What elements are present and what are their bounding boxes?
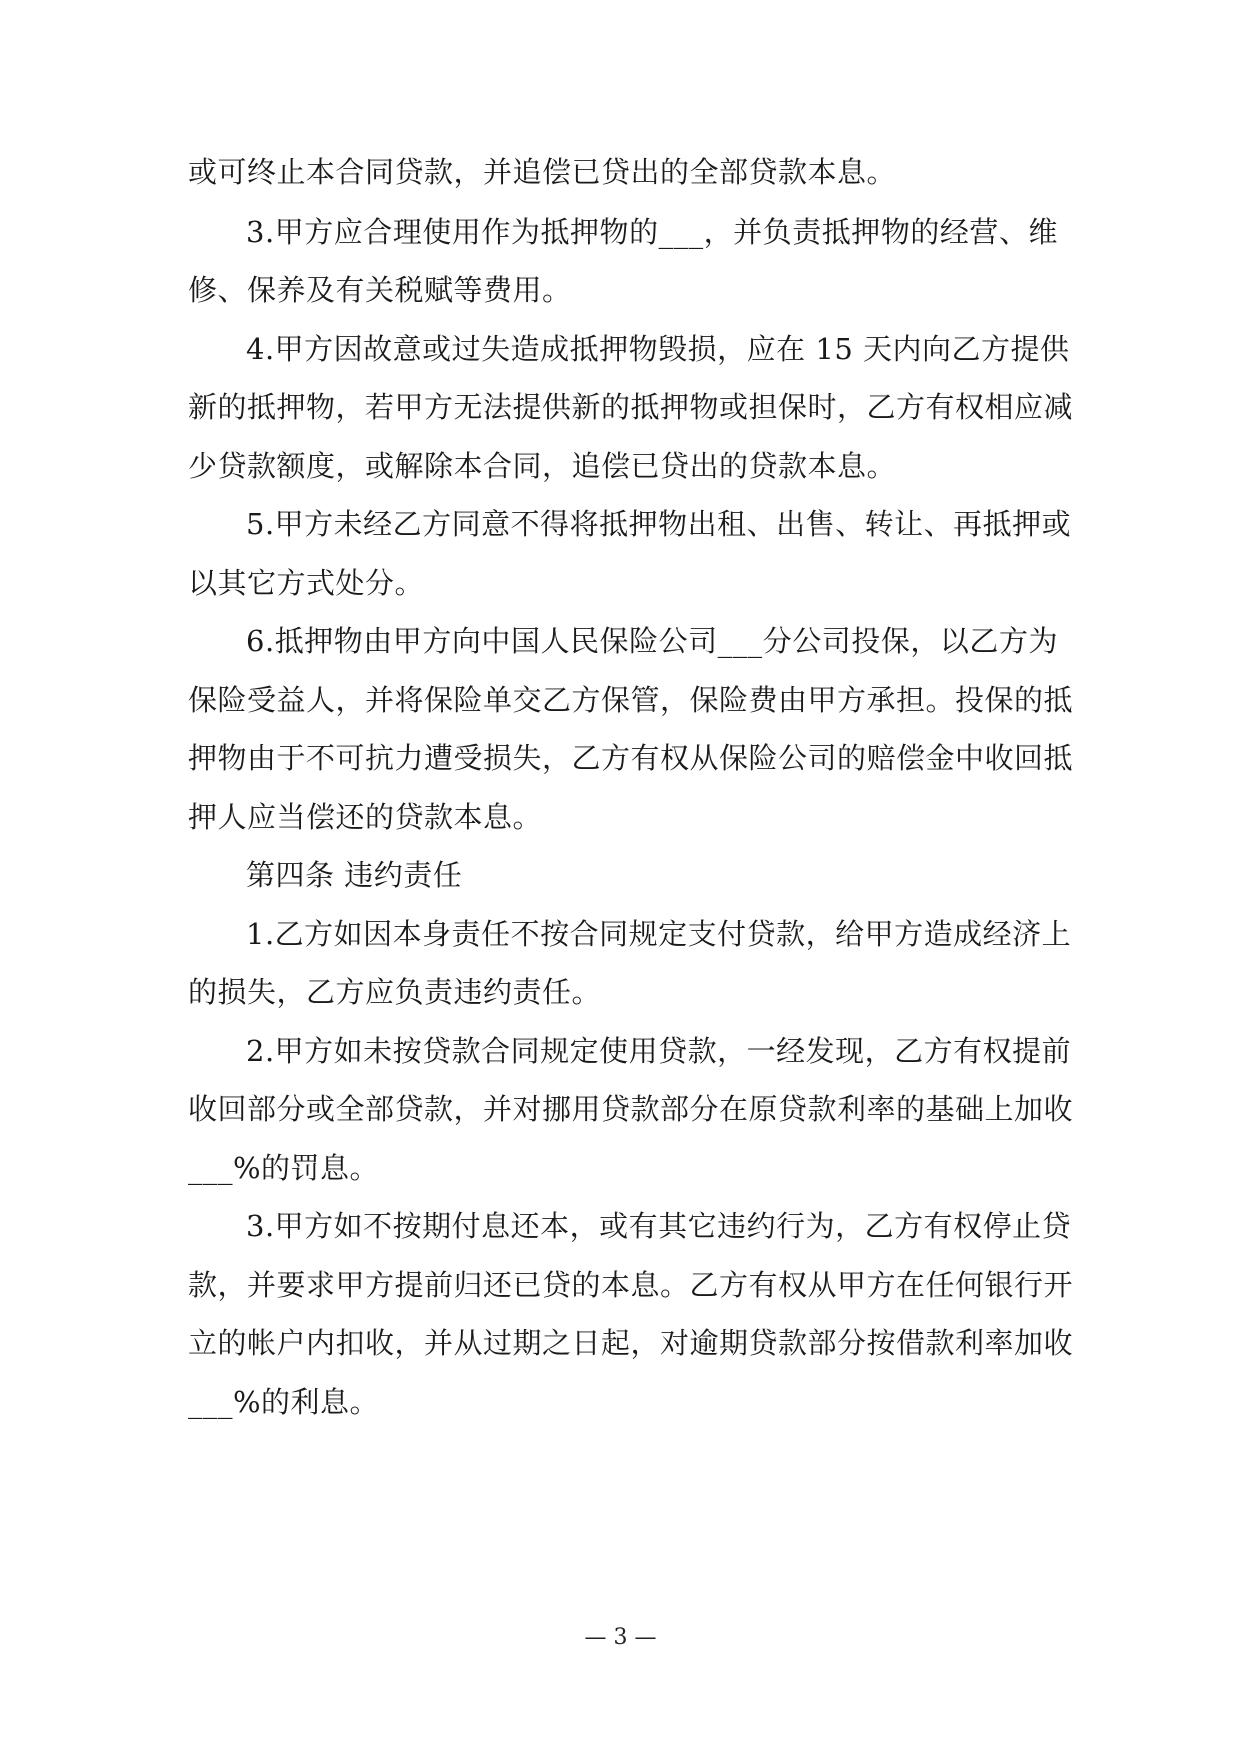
text-line: 1.乙方如因本身责任不按合同规定支付贷款，给甲方造成经济上 (246, 917, 1072, 951)
text-line: 5.甲方未经乙方同意不得将抵押物出租、出售、转让、再抵押或 (246, 507, 1072, 541)
text-line: ___%的利息。 (188, 1385, 380, 1419)
text-line: 的损失，乙方应负责违约责任。 (188, 975, 602, 1009)
text-line: 或可终止本合同贷款，并追偿已贷出的全部贷款本息。 (188, 155, 897, 189)
text-line: 新的抵押物，若甲方无法提供新的抵押物或担保时，乙方有权相应减 (188, 390, 1074, 424)
text-line: 押人应当偿还的贷款本息。 (188, 800, 543, 834)
text-line: 款，并要求甲方提前归还已贷的本息。乙方有权从甲方在任何银行开 (188, 1268, 1074, 1302)
section-heading: 第四条 违约责任 (246, 858, 463, 892)
text-line: 4.甲方因故意或过失造成抵押物毁损，应在 15 天内向乙方提供 (246, 332, 1070, 366)
text-line: 修、保养及有关税赋等费用。 (188, 273, 572, 307)
text-line: 少贷款额度，或解除本合同，追偿已贷出的贷款本息。 (188, 449, 897, 483)
text-line: 3.甲方应合理使用作为抵押物的___，并负责抵押物的经营、维 (246, 215, 1058, 249)
text-line: 3.甲方如不按期付息还本，或有其它违约行为，乙方有权停止贷 (246, 1209, 1072, 1243)
text-line: 立的帐户内扣收，并从过期之日起，对逾期贷款部分按借款利率加收 (188, 1326, 1074, 1360)
page-number: — 3 — (584, 1625, 657, 1650)
text-line: 押物由于不可抗力遭受损失，乙方有权从保险公司的赔偿金中收回抵 (188, 741, 1074, 775)
text-line: 2.甲方如未按贷款合同规定使用贷款，一经发现，乙方有权提前 (246, 1034, 1072, 1068)
text-line: 保险受益人，并将保险单交乙方保管，保险费由甲方承担。投保的抵 (188, 683, 1074, 717)
text-line: ___%的罚息。 (188, 1151, 380, 1185)
text-line: 收回部分或全部贷款，并对挪用贷款部分在原贷款利率的基础上加收 (188, 1092, 1074, 1126)
text-line: 以其它方式处分。 (188, 566, 425, 600)
text-line: 6.抵押物由甲方向中国人民保险公司___分公司投保，以乙方为 (246, 624, 1058, 658)
